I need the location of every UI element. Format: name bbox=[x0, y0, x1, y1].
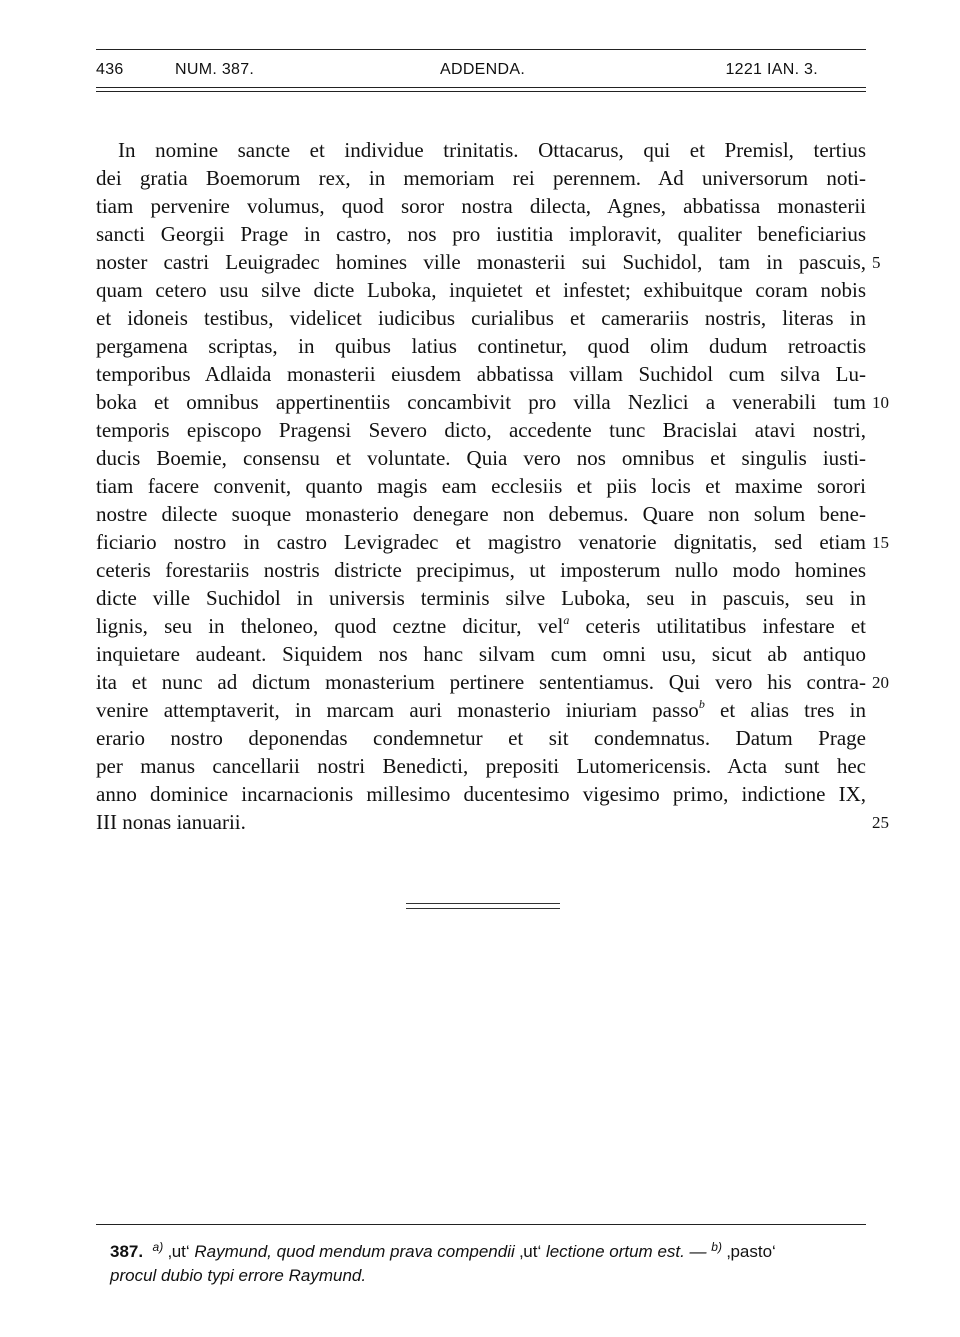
text-segment: tiam pervenire volumus, quod soror nostra dilecta, Agnes, abbatissa monasterii bbox=[96, 194, 866, 218]
text-line bbox=[96, 696, 866, 724]
text-line bbox=[96, 472, 866, 500]
text-line bbox=[96, 304, 866, 332]
text-line bbox=[96, 808, 866, 836]
text-segment: venire attemptaverit, in marcam auri monasterio iniuriam passo bbox=[96, 698, 699, 722]
footnote-ref: b bbox=[698, 697, 705, 711]
text-segment: temporibus Adlaida monasterii eiusdem abbatissa villam Suchidol cum silva Lu- bbox=[96, 362, 866, 386]
text-segment: III nonas ianuarii. bbox=[96, 810, 246, 834]
line-number: 25 bbox=[872, 813, 889, 832]
text-line bbox=[96, 444, 866, 472]
text-segment: inquietare audeant. Siquidem nos hanc silvam cum omni usu, sicut ab antiquo bbox=[96, 642, 866, 666]
footnotes bbox=[110, 1240, 866, 1288]
section-title: ADDENDA. bbox=[440, 61, 526, 78]
line-number: 20 bbox=[872, 673, 889, 692]
text-line bbox=[96, 584, 866, 612]
text-line bbox=[96, 668, 866, 696]
text-segment: et idoneis testibus, videlicet iudicibus curialibus et camerariis nostris, literas in bbox=[96, 306, 866, 330]
text-segment: noster castri Leuigradec homines ville monasterii sui Suchidol, tam in pascuis, bbox=[96, 250, 866, 274]
document-number: NUM. 387. bbox=[175, 61, 255, 78]
footnote-mark-a: a) bbox=[152, 1240, 164, 1254]
text-line bbox=[96, 388, 866, 416]
text-line bbox=[96, 332, 866, 360]
text-segment: dicte ville Suchidol in universis terminis silve Luboka, seu in pascuis, seu in bbox=[96, 586, 866, 610]
page-number: 436 bbox=[96, 61, 124, 78]
text-line bbox=[96, 612, 866, 640]
text-segment: ita et nunc ad dictum monasterium pertinere sententiamus. Qui vero his contra- bbox=[96, 670, 866, 694]
footnote-number: 387. bbox=[110, 1242, 144, 1261]
footnote-line-1 bbox=[110, 1240, 866, 1264]
footnote-rule bbox=[96, 1224, 866, 1225]
end-rule-bottom bbox=[406, 908, 560, 909]
end-rule-top bbox=[406, 903, 560, 904]
text-line bbox=[96, 640, 866, 668]
text-segment: dei gratia Boemorum rex, in memoriam rei perennem. Ad universorum noti- bbox=[96, 166, 866, 190]
footnote-a-text: Raymund, quod mendum prava compendii bbox=[194, 1242, 520, 1261]
text-segment: ficiario nostro in castro Levigradec et magistro venatorie dignitatis, sed etiam bbox=[96, 530, 866, 554]
text-segment: In nomine sancte et individue trinitatis. Ottacarus, qui et Premisl, tertius bbox=[118, 138, 866, 162]
text-segment: boka et omnibus appertinentiis concambivit pro villa Nezlici a venerabili tum bbox=[96, 390, 866, 414]
text-segment: nostre dilecte suoque monasterio denegare non debemus. Quare non solum bene- bbox=[96, 502, 866, 526]
footnote-a-quote2: ‚ut‘ bbox=[519, 1242, 542, 1261]
text-line bbox=[96, 500, 866, 528]
text-line bbox=[96, 276, 866, 304]
text-segment: erario nostro deponendas condemnetur et sit condemnatus. Datum Prage bbox=[96, 726, 866, 750]
text-segment: anno dominice incarnacionis millesimo ducentesimo vigesimo primo, indictione IX, bbox=[96, 782, 866, 806]
text-line bbox=[96, 780, 866, 808]
text-line bbox=[96, 248, 866, 276]
text-line bbox=[96, 360, 866, 388]
text-line bbox=[96, 528, 866, 556]
charter-text bbox=[96, 136, 866, 836]
footnote-line-2: procul dubio typi errore Raymund. bbox=[110, 1266, 367, 1285]
text-segment: temporis episcopo Pragensi Severo dicto, accedente tunc Bracislai atavi nostri, bbox=[96, 418, 866, 442]
text-segment: ceteris utilitatibus infestare et bbox=[569, 614, 866, 638]
footnote-mark-b: b) bbox=[711, 1240, 722, 1254]
text-line bbox=[96, 724, 866, 752]
footnote-a-end: lectione ortum est. — bbox=[541, 1242, 712, 1261]
text-segment: pergamena scriptas, in quibus latius continetur, quod olim dudum retroactis bbox=[96, 334, 866, 358]
text-line bbox=[96, 556, 866, 584]
text-segment: lignis, seu in theloneo, quod ceztne dicitur, vel bbox=[96, 614, 564, 638]
text-line bbox=[96, 416, 866, 444]
header-bottom-rule-2 bbox=[96, 91, 866, 92]
footnote-ref: a bbox=[563, 613, 570, 627]
text-line bbox=[96, 220, 866, 248]
text-segment: tiam facere convenit, quanto magis eam ecclesiis et piis locis et maxime sorori bbox=[96, 474, 866, 498]
line-number: 15 bbox=[872, 533, 889, 552]
footnote-a-quote: ‚ut‘ bbox=[163, 1242, 195, 1261]
header-top-rule bbox=[96, 49, 866, 50]
text-line bbox=[96, 752, 866, 780]
text-segment: sancti Georgii Prage in castro, nos pro iustitia imploravit, qualiter beneficiarius bbox=[96, 222, 866, 246]
text-segment: ducis Boemie, consensu et voluntate. Quia vero nos omnibus et singulis iusti- bbox=[96, 446, 866, 470]
text-segment: ceteris forestariis nostris districte precipimus, ut imposterum nullo modo homines bbox=[96, 558, 866, 582]
page-header bbox=[96, 58, 866, 86]
line-number: 5 bbox=[872, 253, 881, 272]
header-bottom-rule bbox=[96, 87, 866, 88]
text-segment: et alias tres in bbox=[704, 698, 866, 722]
line-number: 10 bbox=[872, 393, 889, 412]
text-line bbox=[96, 164, 866, 192]
document-date: 1221 IAN. 3. bbox=[725, 61, 818, 78]
footnote-b-quote: ‚pasto‘ bbox=[721, 1242, 776, 1261]
text-line bbox=[96, 136, 866, 164]
text-line bbox=[96, 192, 866, 220]
text-segment: quam cetero usu silve dicte Luboka, inquietet et infestet; exhibuitque coram nobis bbox=[96, 278, 866, 302]
text-segment: per manus cancellarii nostri Benedicti, prepositi Lutomericensis. Acta sunt hec bbox=[96, 754, 866, 778]
